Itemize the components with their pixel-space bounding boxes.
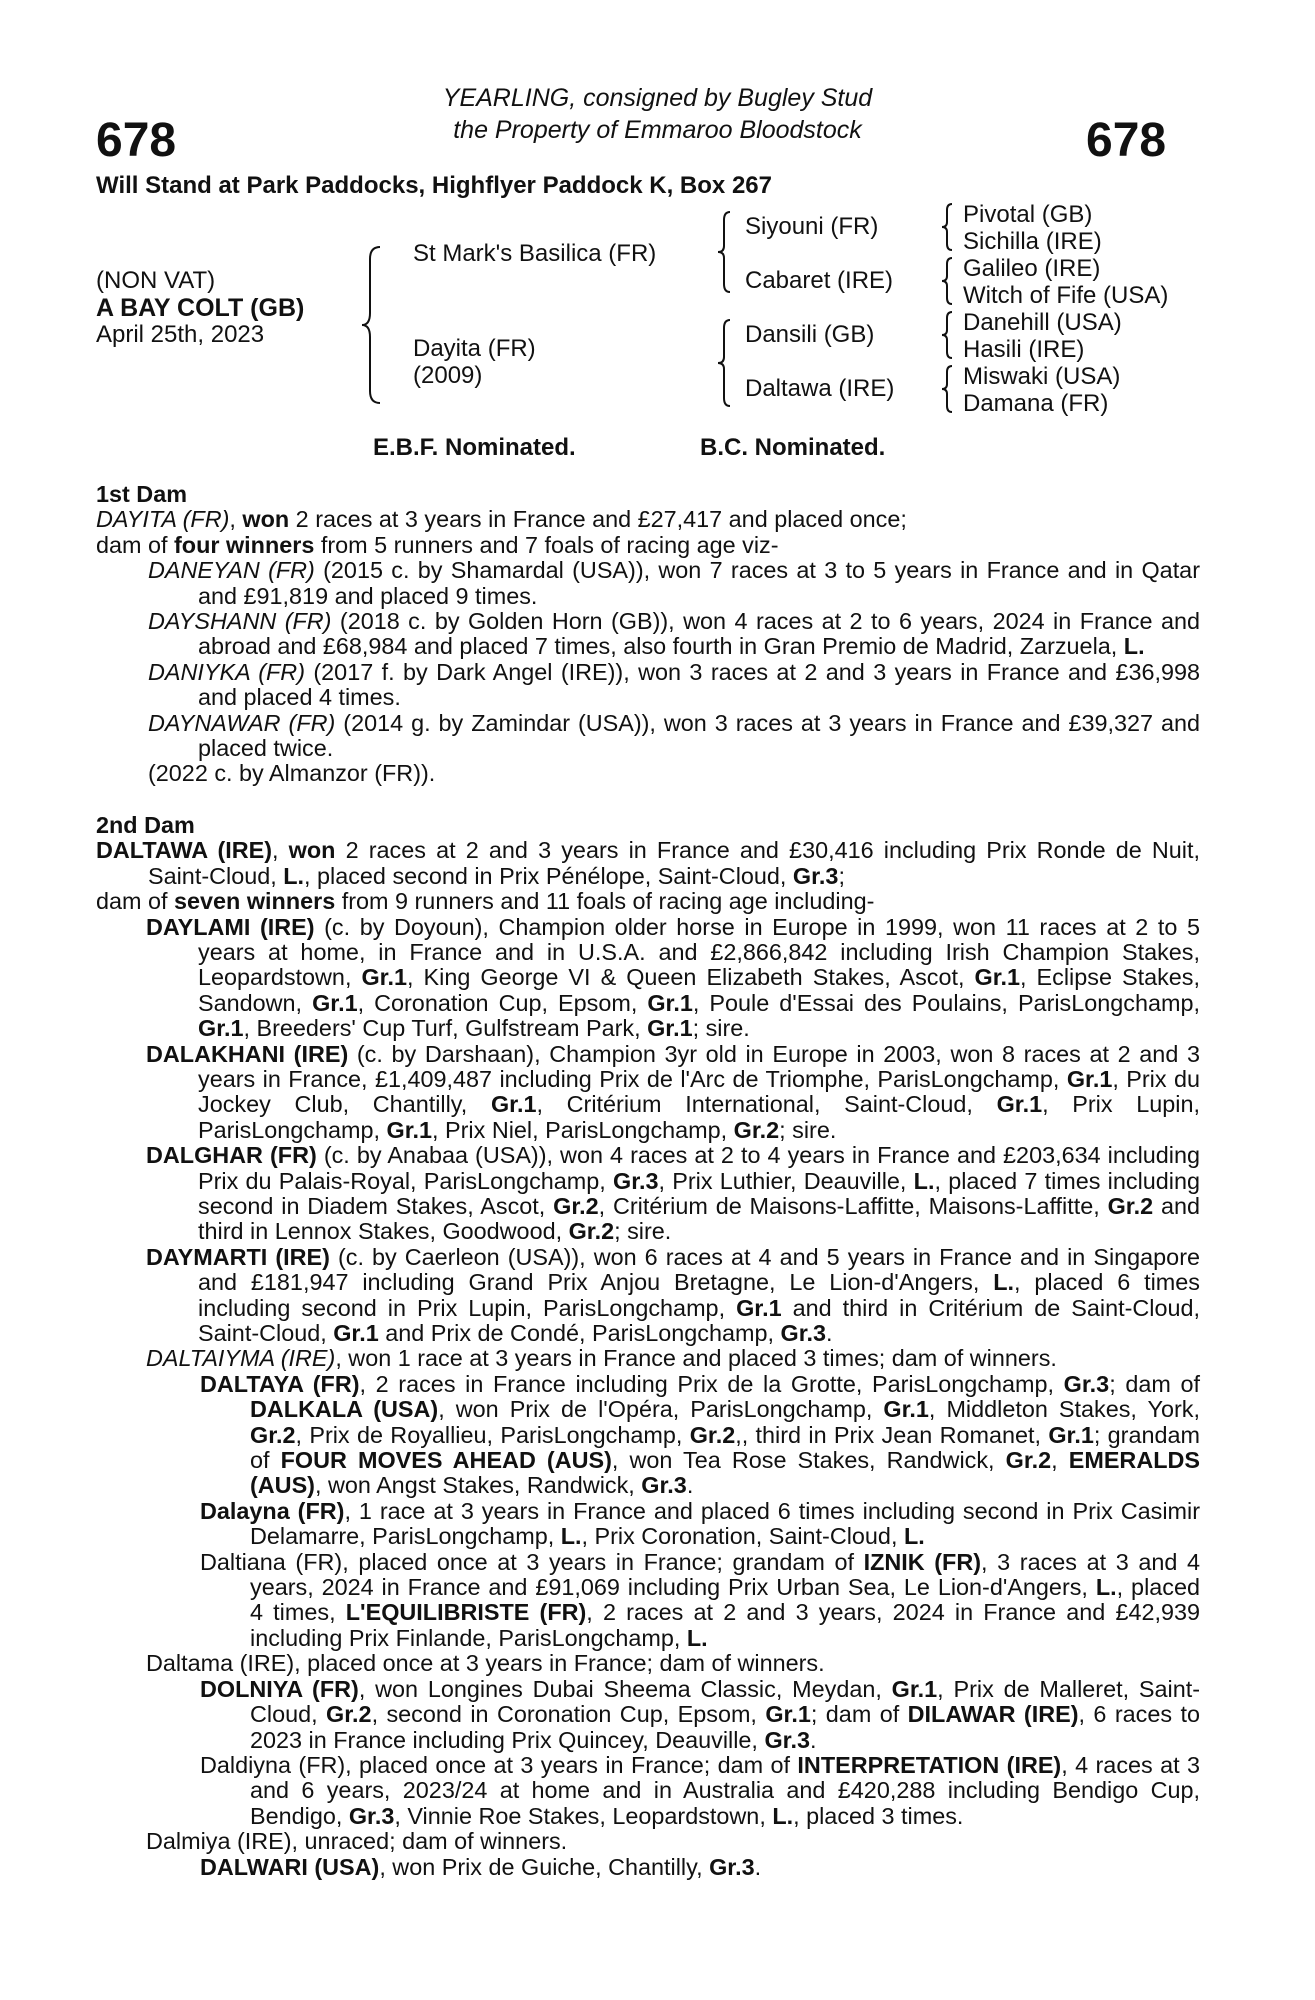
second-dam-produce-summary (96, 889, 1200, 914)
grandsire-2: Sichilla (IRE) (963, 228, 1102, 255)
produce-daylami (96, 915, 1200, 1042)
grade-label: Gr.1 (312, 989, 358, 1016)
sire-sire-name: Siyouni (FR) (745, 213, 879, 240)
text: , won Prix de Guiche, Chantilly, (379, 1853, 710, 1880)
produce-daniyka (96, 660, 1200, 711)
grade-label: Gr.1 (333, 1320, 379, 1346)
produce-name: DALAKHANI (IRE) (146, 1040, 349, 1067)
text: , King George VI & Queen Elizabeth Stakes, Ascot, (407, 964, 975, 991)
produce-dalmiya: Dalmiya (IRE), unraced; dam of winners. (146, 1828, 568, 1855)
grade-label: Gr.2 (1107, 1192, 1154, 1219)
text: dam of (96, 531, 175, 558)
grandsire-5: Danehill (USA) (963, 309, 1122, 336)
text: , placed 4 times, (250, 1574, 1200, 1626)
dam-name: Dayita (FR) (413, 335, 536, 362)
listed-label: L. (1095, 1574, 1117, 1601)
text: ; sire. (779, 1116, 837, 1143)
grade-label: Gr.3 (764, 1726, 810, 1753)
text: , placed 3 times. (793, 1802, 964, 1829)
text: , Critérium International, Saint-Cloud, (536, 1091, 997, 1118)
produce-dalayna (96, 1499, 1200, 1550)
produce-daldiyna (96, 1753, 1200, 1829)
produce-daltiana (96, 1550, 1200, 1652)
text: Daldiyna (FR), placed once at 3 years in France; dam of (200, 1751, 798, 1778)
grade-label: Gr.1 (647, 1015, 693, 1042)
text: ,, third in Prix Jean Romanet, (735, 1421, 1049, 1448)
produce-name: IZNIK (FR) (863, 1548, 982, 1575)
listed-label: L. (1123, 633, 1145, 660)
produce-dalwari (96, 1855, 1200, 1880)
pedigree-brace-main (362, 245, 384, 405)
sire-dam-name: Cabaret (IRE) (745, 267, 894, 294)
first-dam-produce-summary (96, 533, 1200, 558)
won-label: won (288, 837, 336, 864)
text: , Prix de Royallieu, ParisLongchamp, (295, 1421, 690, 1448)
text: (c. by Doyoun), Champion older horse in Europe in 1999, won 11 races at 2 to 5 years at home, in France and in U.S.A. and £2,866,842 including Irish Champion Stakes, Leopardstown, (198, 913, 1200, 991)
text: , 1 race at 3 years in France and placed 6 times including second in Prix Casimir Delamarre, ParisLongchamp, (250, 1497, 1200, 1550)
text: and third in Lennox Stakes, Goodwood, (198, 1192, 1200, 1245)
produce-name: EMERALDS (AUS) (250, 1447, 1200, 1499)
grandsire-3: Galileo (IRE) (963, 255, 1101, 282)
text: , 6 races to 2023 in France including Prix Quincey, Deauville, (250, 1701, 1200, 1753)
text: . (686, 1472, 694, 1499)
produce-text: (2017 f. by Dark Angel (IRE)), won 3 races at 2 and 3 years in France and £36,998 and placed 4 times. (198, 658, 1200, 711)
text: , placed second in Prix Pénélope, Saint-Cloud, (304, 862, 793, 889)
text: ; dam of (810, 1701, 908, 1728)
grandsire-4: Witch of Fife (USA) (963, 282, 1169, 309)
consignment-header (0, 82, 1315, 146)
lot-number-right: 678 (1086, 114, 1167, 167)
grandsire-6: Hasili (IRE) (963, 336, 1085, 363)
second-dam-intro: DALTAWA (IRE), won 2 races at 2 and 3 years in France and £30,416 including Prix Ronde de Nuit, Saint-Cloud, L., placed second in Prix Pénélope, Saint-Cloud, Gr.3; (96, 837, 1200, 889)
text: (c. by Anabaa (USA)), won 4 races at 2 to 4 years in France and £203,634 including Prix du Palais-Royal, ParisLongchamp, (198, 1142, 1200, 1194)
text: dam of (96, 888, 175, 915)
produce-dayshann (96, 609, 1200, 660)
pedigree-brace-g4 (940, 364, 954, 414)
listed-label: L. (772, 1802, 794, 1829)
grandsire-8: Damana (FR) (963, 390, 1109, 417)
winners-count: seven winners (174, 888, 336, 915)
grade-label: Gr.3 (348, 1802, 395, 1829)
text: . (754, 1853, 762, 1880)
first-dam-intro: DAYITA (FR), won 2 races at 3 years in France and £27,417 and placed once; (96, 506, 907, 533)
lot-number-left: 678 (96, 114, 177, 167)
listed-label: L. (283, 862, 305, 889)
grade-label: Gr.1 (490, 1091, 537, 1118)
produce-daymarti (96, 1245, 1200, 1347)
text: , won Angst Stakes, Randwick, (314, 1472, 642, 1499)
text: , Breeders' Cup Turf, Gulfstream Park, (243, 1015, 648, 1042)
catalogue-body (96, 482, 1200, 1880)
text: , (1051, 1447, 1069, 1474)
consignment-line-1: YEARLING, consigned by Bugley Stud (442, 84, 873, 112)
text: ; sire. (692, 1015, 750, 1042)
produce-name: DANIYKA (FR) (148, 658, 305, 685)
grade-label: Gr.1 (647, 989, 693, 1016)
text: , Prix de Malleret, Saint-Cloud, (250, 1675, 1200, 1728)
text: . (826, 1320, 833, 1346)
second-dam-heading: 2nd Dam (96, 811, 195, 838)
text: , 3 races at 3 and 4 years, 2024 in France and £91,069 including Prix Urban Sea, Le Lion-d'Angers, (250, 1548, 1200, 1601)
grade-label: Gr.1 (386, 1116, 433, 1143)
text: , Prix Niel, ParisLongchamp, (432, 1116, 734, 1143)
produce-name: DALGHAR (FR) (146, 1142, 317, 1169)
produce-name: DAYSHANN (FR) (148, 608, 332, 635)
listed-label: L. (993, 1269, 1015, 1296)
grade-label: Gr.1 (765, 1701, 811, 1728)
grade-label: Gr.2 (568, 1218, 615, 1245)
text: , second in Coronation Cup, Epsom, (371, 1701, 766, 1728)
grade-label: Gr.2 (326, 1701, 372, 1728)
produce-name: DALTAYA (FR) (200, 1370, 360, 1397)
text: , 2 races in France including Prix de la Grotte, ParisLongchamp, (359, 1370, 1064, 1397)
grade-label: Gr.1 (974, 964, 1021, 991)
intro-text: 2 races at 3 years in France and £27,417 and placed once; (289, 506, 907, 533)
text: , won 1 race at 3 years in France and placed 3 times; dam of winners. (335, 1345, 1057, 1372)
dam-name: DAYITA (FR) (96, 506, 230, 533)
text: 2 races at 2 and 3 years in France and £30,416 including Prix Ronde de Nuit, Saint-Cloud, (148, 837, 1200, 889)
text: and third in Critérium de Saint-Cloud, Saint-Cloud, (198, 1294, 1200, 1346)
horse-dob: April 25th, 2023 (96, 321, 265, 348)
ebf-nominated: E.B.F. Nominated. (373, 434, 576, 461)
text: (c. by Darshaan), Champion 3yr old in Europe in 2003, won 8 races at 2 and 3 years in France, £1,409,487 including Prix de l'Arc de Triomphe, ParisLongchamp, (198, 1040, 1200, 1092)
produce-name: DANEYAN (FR) (148, 557, 315, 584)
dam-year: (2009) (413, 362, 483, 389)
text: , won Tea Rose Stakes, Randwick, (611, 1447, 1006, 1474)
produce-2022-colt: (2022 c. by Almanzor (FR)). (148, 760, 436, 787)
produce-name: DALKALA (USA) (250, 1396, 439, 1423)
grade-label: Gr.2 (250, 1421, 296, 1448)
produce-text: (2018 c. by Golden Horn (GB)), won 4 races at 2 to 6 years, 2024 in France and abroad and £68,984 and placed 7 times, also fourth in Gran Premio de Madrid, Zarzuela, (198, 608, 1200, 660)
produce-text: (2014 g. by Zamindar (USA)), won 3 races at 3 years in France and £39,327 and placed twice. (198, 709, 1200, 762)
text: , won Prix de l'Opéra, ParisLongchamp, (438, 1396, 884, 1423)
grade-label: Gr.3 (1063, 1370, 1110, 1397)
text: , Critérium de Maisons-Laffitte, Maisons-Laffitte, (598, 1192, 1108, 1219)
listed-label: L. (913, 1167, 935, 1194)
text: ; sire. (614, 1218, 672, 1245)
produce-name: DAYMARTI (IRE) (146, 1243, 330, 1270)
produce-name: DOLNIYA (FR) (200, 1675, 359, 1702)
text: ; dam of (1109, 1370, 1200, 1397)
grade-label: Gr.1 (736, 1294, 782, 1321)
grade-label: Gr.1 (1066, 1065, 1113, 1092)
dam-sire-name: Dansili (GB) (745, 321, 875, 348)
produce-daltama: Daltama (IRE), placed once at 3 years in France; dam of winners. (146, 1650, 825, 1677)
grade-label: Gr.3 (613, 1167, 659, 1194)
winners-count: four winners (174, 531, 315, 558)
text: , 4 races at 3 and 6 years, 2023/24 at home and in Australia and £420,288 including Bendigo Cup, Bendigo, (250, 1751, 1201, 1829)
text: ; grandam of (250, 1421, 1200, 1474)
grade-label: Gr.1 (198, 1015, 244, 1042)
produce-dalakhani (96, 1042, 1200, 1144)
produce-name: DILAWAR (IRE) (907, 1701, 1079, 1728)
text: , placed 6 times including second in Prix Lupin, ParisLongchamp, (198, 1269, 1200, 1321)
grade-label: Gr.1 (883, 1396, 929, 1423)
text: and Prix de Condé, ParisLongchamp, (378, 1320, 781, 1346)
text: , Eclipse Stakes, Sandown, (198, 964, 1200, 1016)
text: , Prix Lupin, ParisLongchamp, (198, 1091, 1200, 1143)
text: . (809, 1726, 817, 1753)
grade-label: Gr.2 (553, 1192, 599, 1219)
grade-label: Gr.3 (709, 1853, 755, 1880)
produce-daltaya (96, 1372, 1200, 1499)
text: , Coronation Cup, Epsom, (357, 989, 648, 1016)
pedigree-brace-dam (716, 318, 732, 408)
grade-label: Gr.3 (780, 1320, 827, 1346)
pedigree-brace-g1 (940, 202, 954, 252)
grade-label: Gr.3 (641, 1472, 687, 1499)
produce-name: INTERPRETATION (IRE) (797, 1751, 1062, 1778)
grade-label: Gr.1 (361, 964, 407, 991)
consignment-line-2: the Property of Emmaroo Bloodstock (453, 116, 862, 144)
text: ; (838, 862, 845, 889)
grade-label: Gr.2 (733, 1116, 780, 1143)
text: , won Longines Dubai Sheema Classic, Meydan, (358, 1675, 892, 1702)
produce-text: (2015 c. by Shamardal (USA)), won 7 races at 3 to 5 years in France and in Qatar and £91,819 and placed 9 times. (198, 557, 1200, 609)
produce-name: FOUR MOVES AHEAD (AUS) (280, 1447, 612, 1474)
grade-label: Gr.2 (689, 1421, 736, 1448)
pedigree-brace-g3 (940, 310, 954, 360)
text: (c. by Caerleon (USA)), won 6 races at 4 and 5 years in France and in Singapore and £181,947 including Grand Prix Anjou Bretagne, Le Lion-d'Angers, (198, 1243, 1200, 1296)
dam-name: DALTAWA (IRE) (96, 837, 273, 864)
listed-label: L. (686, 1624, 708, 1651)
produce-dolniya (96, 1677, 1200, 1753)
vat-status: (NON VAT) (96, 267, 216, 294)
horse-name: A BAY COLT (GB) (96, 294, 305, 322)
produce-name: Dalayna (FR) (200, 1497, 345, 1524)
stand-location: Will Stand at Park Paddocks, Highflyer Paddock K, Box 267 (96, 172, 772, 199)
produce-dalghar (96, 1143, 1200, 1245)
sire-name: St Mark's Basilica (FR) (413, 240, 657, 267)
produce-daneyan (96, 558, 1200, 609)
grade-label: Gr.1 (891, 1675, 938, 1702)
grade-label: Gr.2 (1005, 1447, 1052, 1474)
text: , Prix du Jockey Club, Chantilly, (198, 1065, 1201, 1118)
pedigree-brace-g2 (940, 256, 954, 306)
text: , Prix Luthier, Deauville, (658, 1167, 914, 1194)
grade-label: Gr.3 (792, 862, 839, 889)
text: , placed 7 times including second in Diadem Stakes, Ascot, (198, 1167, 1201, 1219)
produce-name: DAYLAMI (IRE) (146, 913, 315, 940)
listed-label: L. (903, 1523, 925, 1550)
grandsire-7: Miswaki (USA) (963, 363, 1121, 390)
produce-daynawar (96, 711, 1200, 762)
first-dam-heading: 1st Dam (96, 481, 188, 507)
grade-label: Gr.1 (1048, 1421, 1094, 1448)
text: , Prix Coronation, Saint-Cloud, (581, 1523, 904, 1550)
pedigree-brace-sire (716, 210, 732, 294)
text: , 2 races at 2 and 3 years, 2024 in France and £42,939 including Prix Finlande, ParisLongchamp, (250, 1599, 1200, 1651)
produce-daltaiyma (96, 1346, 1200, 1371)
text: from 9 runners and 11 foals of racing age including- (335, 888, 875, 915)
grade-label: Gr.1 (996, 1091, 1043, 1118)
text: , Vinnie Roe Stakes, Leopardstown, (394, 1802, 773, 1829)
produce-name: DAYNAWAR (FR) (148, 709, 336, 736)
text: Daltiana (FR), placed once at 3 years in France; grandam of (200, 1548, 864, 1575)
won-label: won (242, 506, 290, 533)
produce-name: DALWARI (USA) (200, 1853, 380, 1880)
bc-nominated: B.C. Nominated. (700, 434, 886, 461)
produce-name: DALTAIYMA (IRE) (146, 1345, 336, 1372)
dam-dam-name: Daltawa (IRE) (745, 375, 895, 402)
grandsire-1: Pivotal (GB) (963, 201, 1093, 228)
text: from 5 runners and 7 foals of racing age viz- (314, 531, 779, 558)
listed-label: L. (560, 1523, 582, 1550)
text: , Poule d'Essai des Poulains, ParisLongchamp, (692, 989, 1200, 1016)
produce-name: L'EQUILIBRISTE (FR) (345, 1599, 587, 1626)
text: , Middleton Stakes, York, (928, 1396, 1200, 1423)
